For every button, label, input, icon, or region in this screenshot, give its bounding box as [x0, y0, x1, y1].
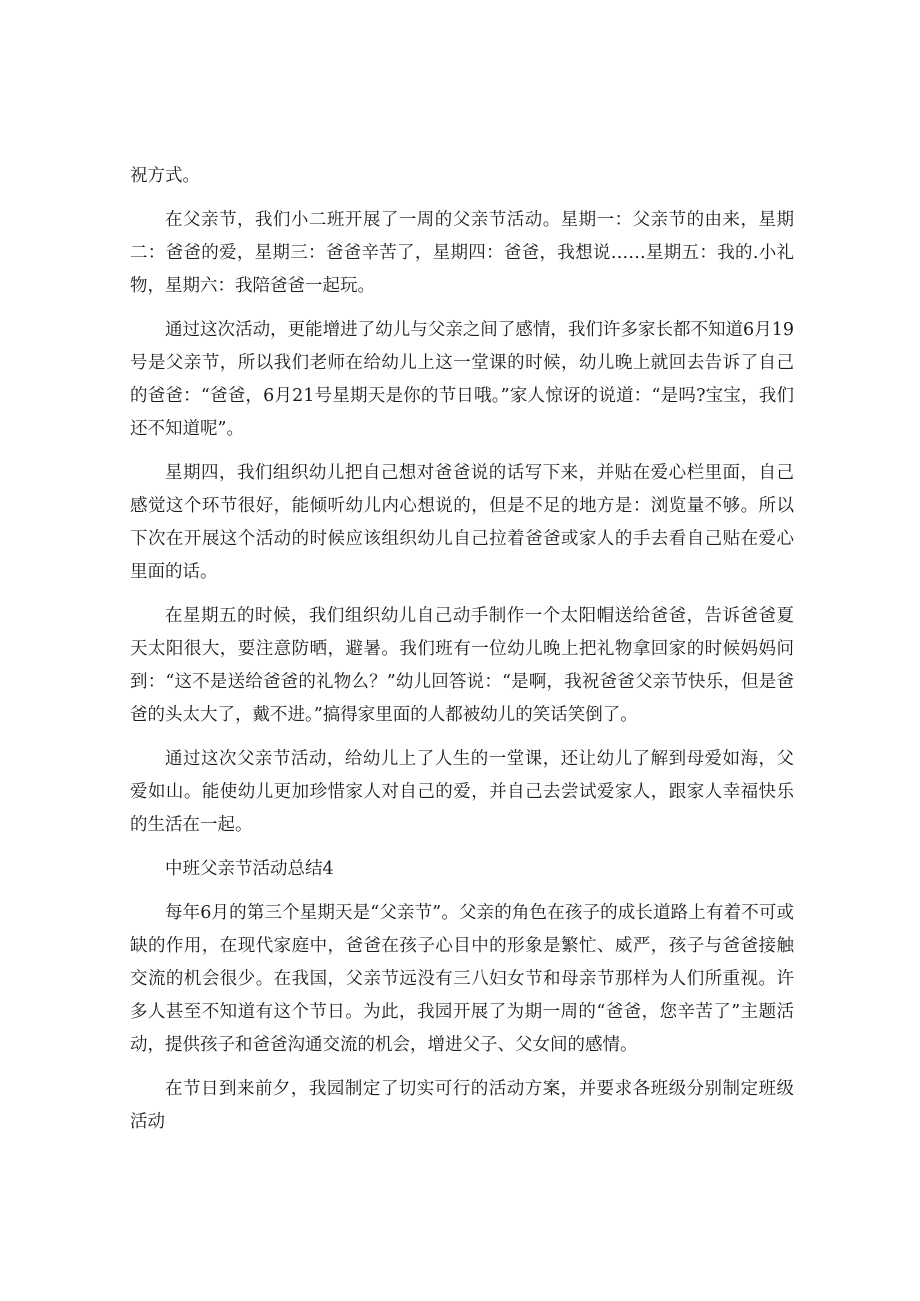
- section-heading: 中班父亲节活动总结4: [165, 859, 334, 879]
- document-page: [130, 160, 794, 1150]
- paragraph-plan: 在节日到来前夕，我园制定了切实可行的活动方案，并要求各班级分别制定班级活动: [130, 1079, 794, 1132]
- paragraph-activity-outcome: 通过这次活动，更能增进了幼儿与父亲之间了感情，我们许多家长都不知道6月19号是父亲节，所以我们老师在给幼儿上这一堂课的时候，幼儿晚上就回去告诉了自己的爸爸：“爸爸，6月21号星期天是你的节日哦。”家人惊讶的说道：“是吗?宝宝，我们还不知道呢”。: [130, 320, 794, 439]
- paragraph-fathers-day-intro: 每年6月的第三个星期天是“父亲节”。父亲的角色在孩子的成长道路上有着不可或缺的作用，在现代家庭中，爸爸在孩子心目中的形象是繁忙、威严，孩子与爸爸接触交流的机会很少。在我国，父亲节远没有三八妇女节和母亲节那样为人们所重视。许多人甚至不知道有这个节日。为此，我园开展了为期一周的“爸爸，您辛苦了”主题活动，提供孩子和爸爸沟通交流的机会，增进父子、父女间的感情。: [130, 903, 794, 1055]
- paragraph-friday: 在星期五的时候，我们组织幼儿自己动手制作一个太阳帽送给爸爸，告诉爸爸夏天太阳很大，要注意防晒，避暑。我们班有一位幼儿晚上把礼物拿回家的时候妈妈问到：“这不是送给爸爸的礼物么？”幼儿回答说：“是啊，我祝爸爸父亲节快乐，但是爸爸的头太大了，戴不进。”搞得家里面的人都被幼儿的笑话笑倒了。: [130, 606, 794, 725]
- paragraph-continuation: 祝方式。: [130, 166, 200, 186]
- paragraph-week-activities: 在父亲节，我们小二班开展了一周的父亲节活动。星期一：父亲节的由来，星期二：爸爸的爱，星期三：爸爸辛苦了，星期四：爸爸，我想说……星期五：我的.小礼物，星期六：我陪爸爸一起玩。: [130, 210, 794, 296]
- paragraph-thursday: 星期四，我们组织幼儿把自己想对爸爸说的话写下来，并贴在爱心栏里面，自己感觉这个环节很好，能倾听幼儿内心想说的，但是不足的地方是：浏览量不够。所以下次在开展这个活动的时候应该组织幼儿自己拉着爸爸或家人的手去看自己贴在爱心里面的话。: [130, 463, 794, 582]
- paragraph-conclusion: 通过这次父亲节活动，给幼儿上了人生的一堂课，还让幼儿了解到母爱如海，父爱如山。能使幼儿更加珍惜家人对自己的爱，并自己去尝试爱家人，跟家人幸福快乐的生活在一起。: [130, 749, 794, 835]
